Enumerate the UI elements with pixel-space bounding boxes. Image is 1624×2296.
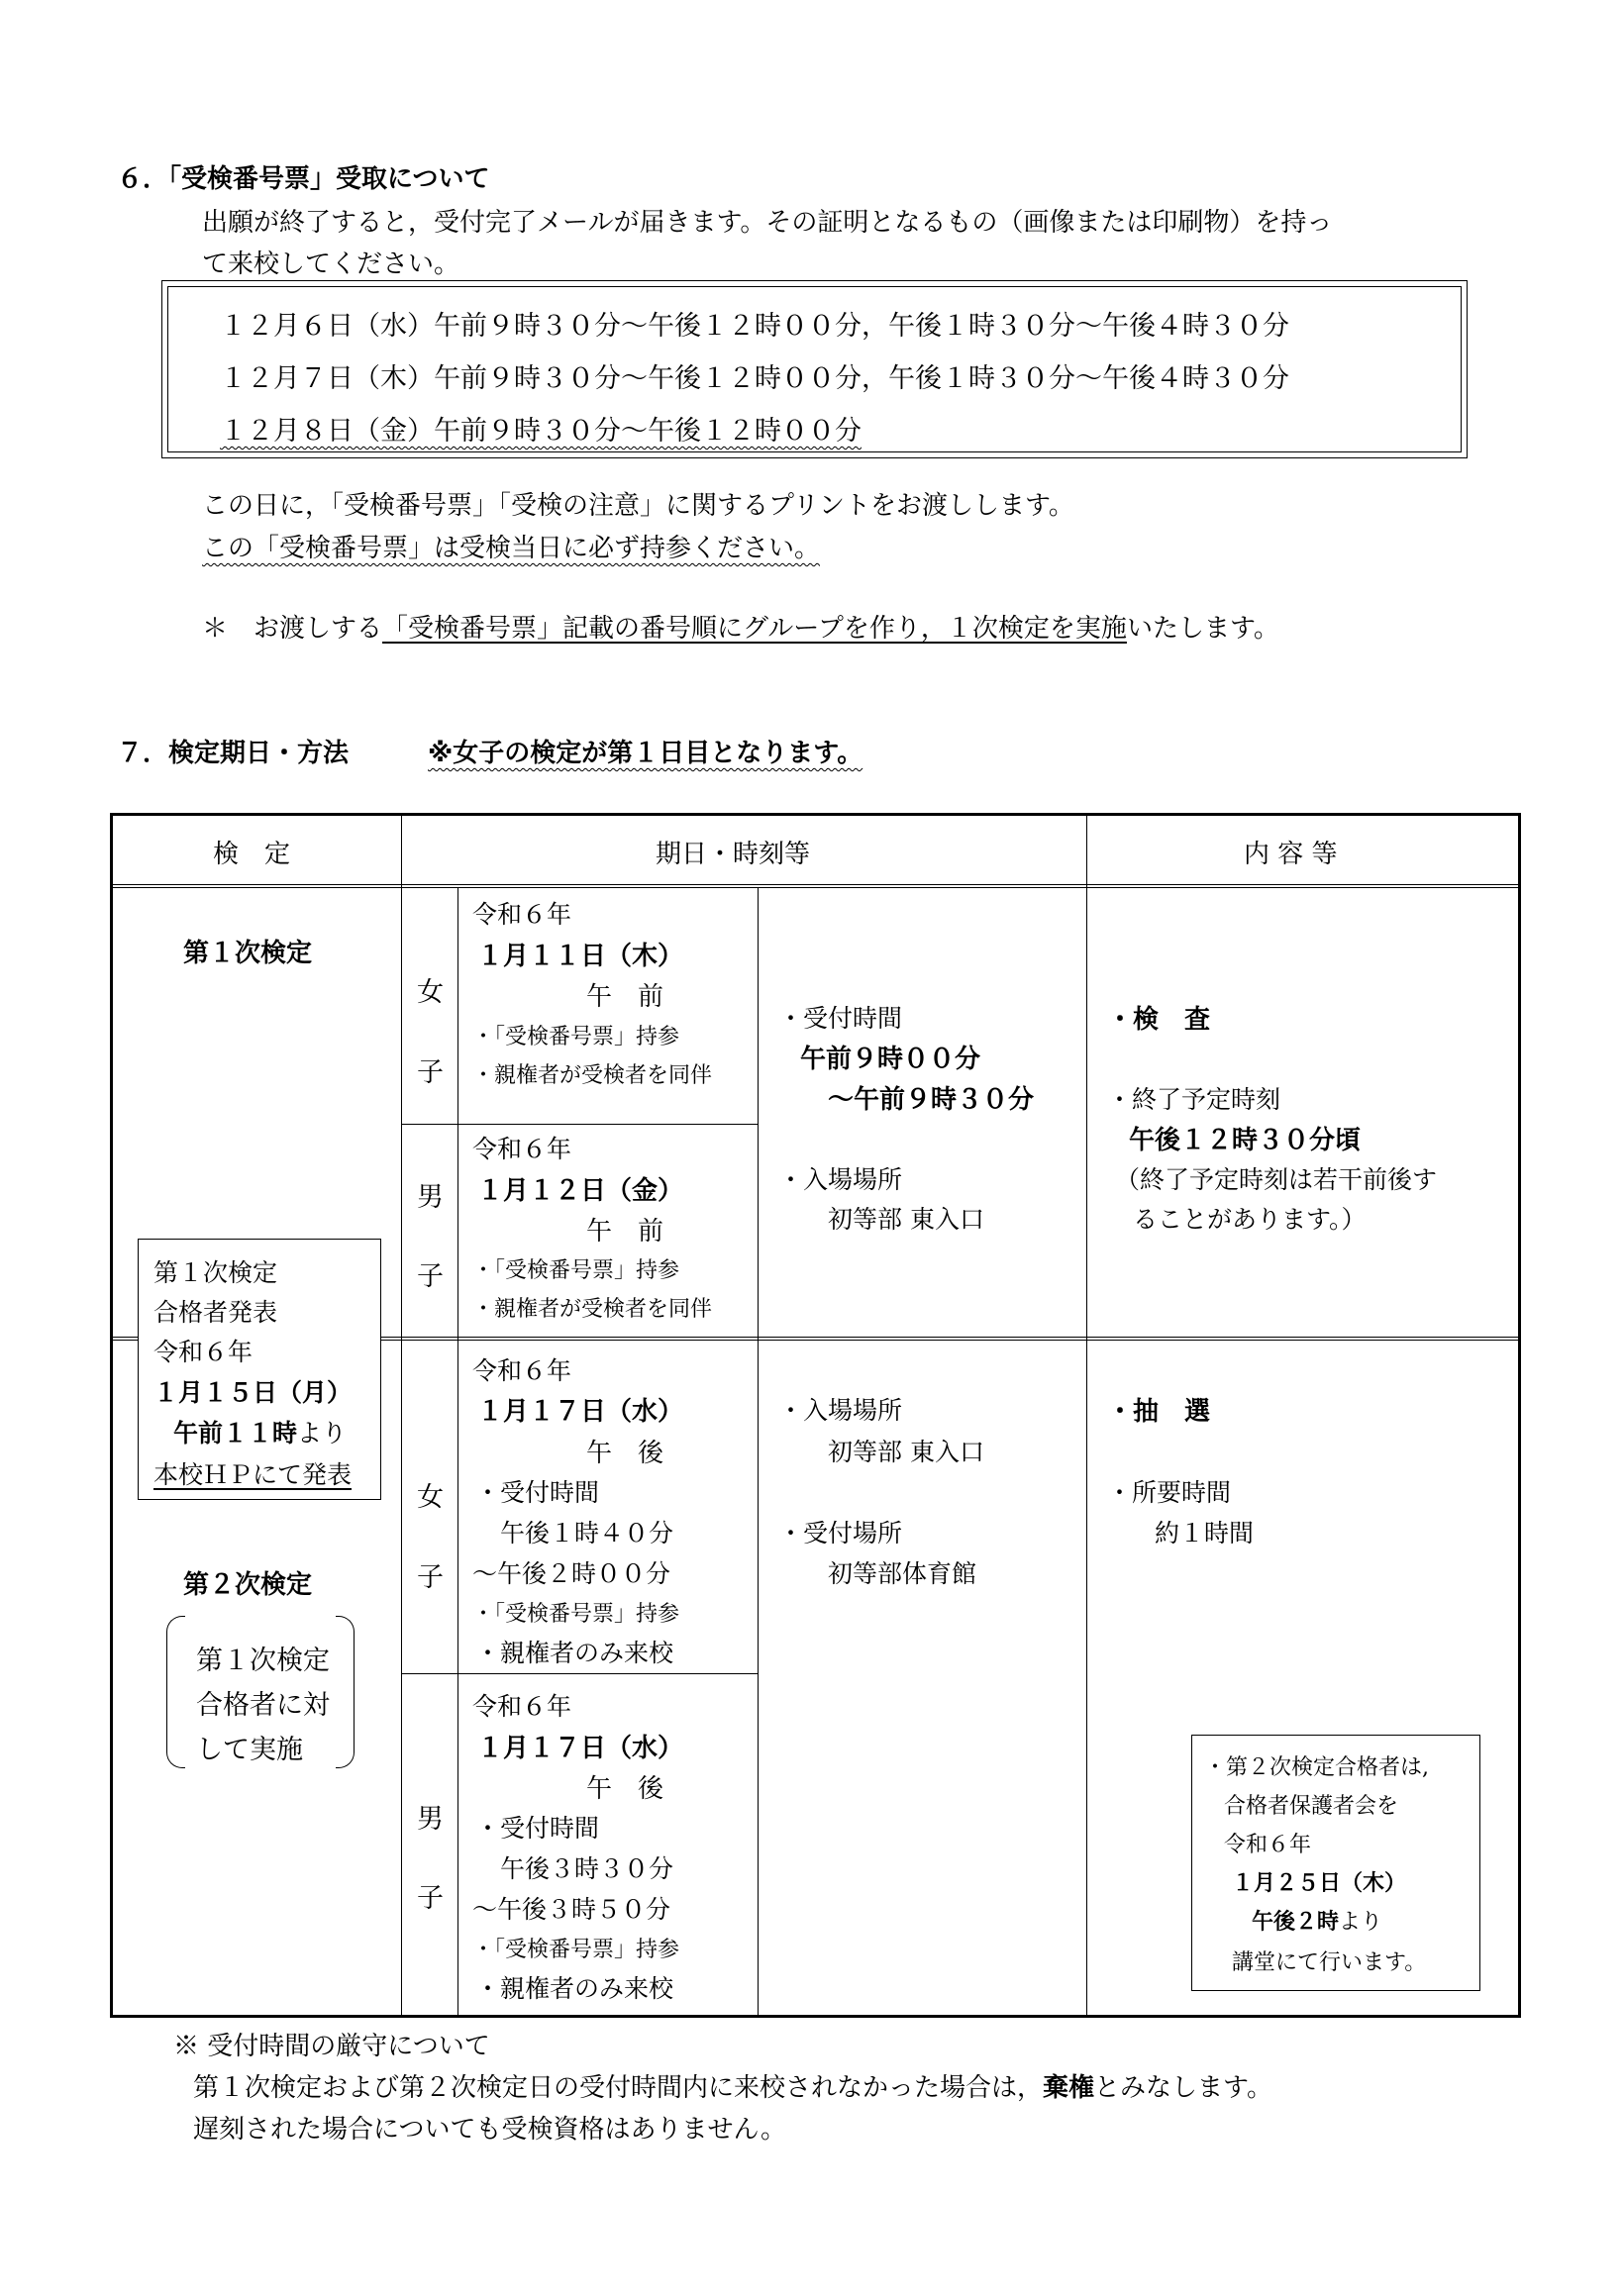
- second-female-reception-label: ・受付時間: [475, 1478, 600, 1507]
- second-male-year: 令和６年: [472, 1692, 572, 1721]
- announce-line1: 第１次検定: [153, 1258, 278, 1287]
- first-male-label-1: 男: [417, 1182, 444, 1213]
- first-female-item1: ・「受検番号票」持参: [472, 1025, 680, 1049]
- pass-note-line1: ・第２次検定合格者は,: [1204, 1755, 1429, 1780]
- col-line-3: [1086, 815, 1087, 2016]
- second-female-item2: ・親権者のみ来校: [475, 1639, 674, 1667]
- bracket-left: [166, 1616, 185, 1768]
- first-end-note2: ることがあります。）: [1133, 1205, 1367, 1234]
- col-line-1: [401, 815, 402, 2016]
- second-female-reception-from: 午後１時４０分: [500, 1519, 674, 1547]
- bracket-right: [336, 1616, 355, 1768]
- first-end-time: 午後１２時３０分頃: [1129, 1126, 1362, 1155]
- first-female-period: 午 前: [586, 982, 664, 1012]
- header-schedule: 期日・時刻等: [656, 840, 811, 869]
- row-line-second: [402, 1673, 758, 1674]
- second-female-reception-to: 〜午後２時００分: [472, 1559, 671, 1588]
- footer-line1-b: 棄権: [1043, 2073, 1095, 2103]
- second-female-period: 午 後: [586, 1439, 664, 1468]
- announce-line2: 合格者発表: [153, 1298, 278, 1327]
- second-note-line2: 合格者に対: [196, 1690, 330, 1721]
- announce-yori: より: [297, 1419, 348, 1447]
- pass-note-line5: [1252, 1905, 1382, 1936]
- second-female-label-1: 女: [417, 1482, 444, 1513]
- first-end-label: ・終了予定時刻: [1107, 1085, 1281, 1114]
- pass-note-line2: 合格者保護者会を: [1224, 1794, 1399, 1819]
- first-male-label-2: 子: [417, 1261, 444, 1292]
- first-female-item2: ・親権者が受検者を同伴: [472, 1063, 713, 1088]
- second-entry-label: ・入場場所: [778, 1396, 903, 1425]
- note3-suffix: いたします。: [1126, 614, 1279, 644]
- second-note-line3: して実施: [196, 1735, 303, 1765]
- second-note-line1: 第１次検定: [196, 1646, 330, 1676]
- note3-prefix: ＊ お渡しする: [202, 614, 383, 644]
- footer-line1: [193, 2067, 1272, 2104]
- section6-intro-line2: て来校してください。: [202, 250, 460, 279]
- header-exam: 検 定: [213, 840, 291, 869]
- schedule-line-2: １２月７日（木）午前９時３０分〜午後１２時００分，午後１時３０分〜午後４時３０分: [220, 363, 1289, 394]
- second-male-date: １月１７日（水）: [477, 1734, 684, 1763]
- first-female-year: 令和６年: [472, 900, 572, 929]
- first-female-label-1: 女: [417, 977, 444, 1008]
- first-reception-to: 〜午前９時３０分: [828, 1085, 1035, 1115]
- second-male-reception-label: ・受付時間: [475, 1814, 600, 1843]
- announce-line3: 令和６年: [153, 1338, 254, 1366]
- second-male-reception-from: 午後３時３０分: [500, 1854, 674, 1883]
- footer-line1-c: とみなします。: [1094, 2073, 1272, 2103]
- first-female-label-2: 子: [417, 1057, 444, 1088]
- schedule-line-1: １２月６日（水）午前９時３０分〜午後１２時００分，午後１時３０分〜午後４時３０分: [220, 311, 1289, 342]
- announce-time: 午前１１時: [173, 1419, 298, 1447]
- first-male-item1: ・「受検番号票」持参: [472, 1258, 680, 1283]
- pass-note-line4: １月２５日（木）: [1232, 1871, 1407, 1896]
- announce-line5: [173, 1414, 347, 1449]
- pass-note-line6: 講堂にて行います。: [1232, 1950, 1427, 1975]
- second-female-label-2: 子: [417, 1562, 444, 1593]
- second-reception-place: 初等部体育館: [828, 1559, 977, 1588]
- second-male-reception-to: 〜午後３時５０分: [472, 1895, 671, 1924]
- second-female-date: １月１７日（水）: [477, 1397, 684, 1427]
- second-female-item1: ・「受検番号票」持参: [472, 1602, 680, 1627]
- first-exam-label: 第１次検定: [183, 939, 313, 968]
- first-reception-label: ・受付時間: [778, 1004, 903, 1033]
- first-male-date: １月１２日（金）: [477, 1176, 684, 1206]
- schedule-line-3: １２月８日（金）午前９時３０分〜午後１２時００分: [220, 416, 862, 447]
- footer-line2: 遅刻された場合についても受検資格はありません。: [193, 2115, 787, 2145]
- note3-underlined: 「受検番号票」記載の番号順にグループを作り，１次検定を実施: [382, 614, 1127, 644]
- pass-note-yori: より: [1339, 1910, 1383, 1935]
- section7-title: ７．検定期日・方法: [117, 739, 350, 768]
- row-line-first: [402, 1124, 758, 1125]
- announce-line4: １月１５日（月）: [153, 1378, 353, 1407]
- col-line-gender: [457, 888, 458, 2016]
- pass-note-line3: 令和６年: [1224, 1833, 1312, 1857]
- section6-note3: [202, 608, 1279, 645]
- pass-note-time: 午後２時: [1252, 1910, 1340, 1935]
- first-male-item2: ・親権者が受検者を同伴: [472, 1297, 713, 1322]
- section6-note1: この日に，「受検番号票」「受検の注意」に関するプリントをお渡しします。: [202, 491, 1074, 521]
- first-end-note1: （終了予定時刻は若干前後す: [1115, 1165, 1438, 1194]
- second-reception-label: ・受付場所: [778, 1519, 903, 1547]
- first-female-date: １月１１日（木）: [477, 942, 684, 971]
- col-line-2: [758, 888, 759, 2016]
- second-content-item: ・抽 選: [1107, 1397, 1211, 1427]
- first-entry-place: 初等部 東入口: [828, 1205, 984, 1234]
- section6-title: ６．「受検番号票」受取について: [117, 164, 490, 194]
- second-male-item1: ・「受検番号票」持参: [472, 1938, 680, 1962]
- second-exam-label: 第２次検定: [183, 1570, 313, 1600]
- section7-notice: ※女子の検定が第１日目となります。: [428, 739, 863, 768]
- second-female-year: 令和６年: [472, 1356, 572, 1385]
- header-content: 内 容 等: [1244, 840, 1338, 869]
- section6-intro-line1: 出願が終了すると，受付完了メールが届きます。その証明となるもの（画像または印刷物）を持っ: [202, 208, 1333, 238]
- first-entry-label: ・入場場所: [778, 1165, 903, 1194]
- first-reception-from: 午前９時００分: [800, 1045, 981, 1074]
- second-entry-place: 初等部 東入口: [828, 1438, 984, 1466]
- second-male-label-1: 男: [417, 1804, 444, 1835]
- second-duration-label: ・所要時間: [1107, 1478, 1232, 1507]
- second-male-label-2: 子: [417, 1883, 444, 1914]
- first-male-period: 午 前: [586, 1217, 664, 1247]
- announce-line6: 本校ＨＰにて発表: [153, 1460, 353, 1489]
- second-male-period: 午 後: [586, 1774, 664, 1804]
- second-male-item2: ・親権者のみ来校: [475, 1974, 674, 2003]
- first-content-item: ・検 査: [1107, 1005, 1211, 1035]
- header-divider: [112, 884, 1519, 888]
- section6-note2: この「受検番号票」は受検当日に必ず持参ください。: [202, 534, 821, 563]
- footer-title: ※ 受付時間の厳守について: [173, 2032, 490, 2061]
- footer-line1-a: 第１次検定および第２次検定日の受付時間内に来校されなかった場合は，: [193, 2073, 1044, 2103]
- second-duration: 約１時間: [1155, 1519, 1255, 1547]
- first-male-year: 令和６年: [472, 1135, 572, 1163]
